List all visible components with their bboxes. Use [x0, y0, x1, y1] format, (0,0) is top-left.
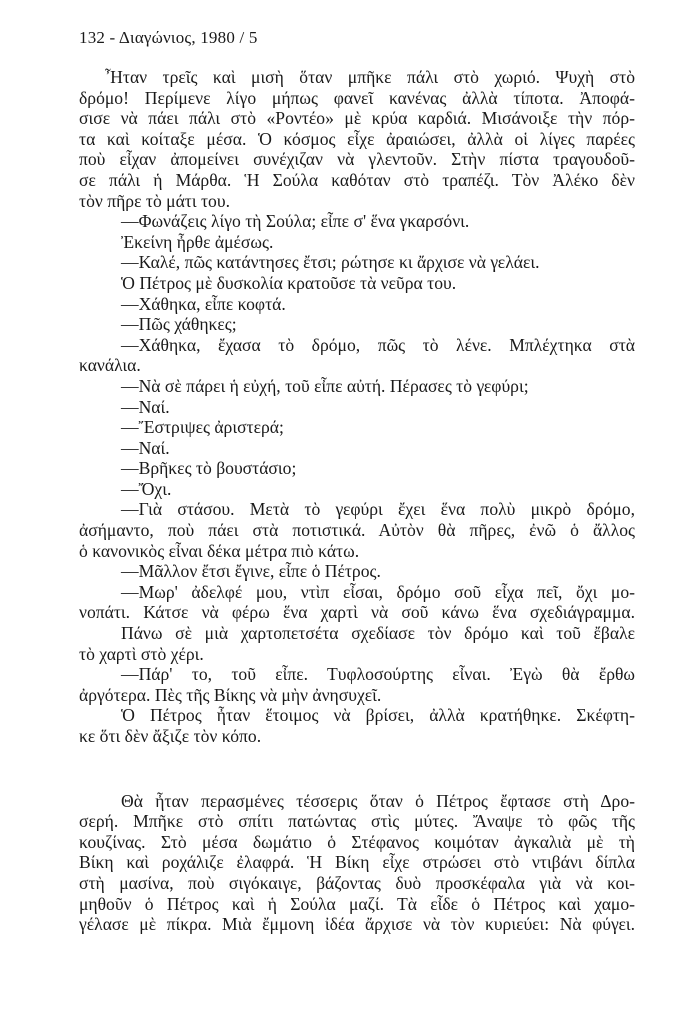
text-line: —Ναί. [121, 437, 170, 458]
text-line: Θὰ ἦταν περασμένες τέσσερις ὅταν ὁ Πέτρος ἔφτασε στὴ Δρο- [121, 790, 635, 811]
text-line: —Πάρ' το, τοῦ εἶπε. Τυφλοσούρτης εἶναι. Ἐγὼ θὰ ἔρθω [121, 664, 635, 685]
text-line: Ὁ Πέτρος ἦταν ἕτοιμος νὰ βρίσει, ἀλλὰ κρατήθηκε. Σκέφτη- [121, 705, 635, 726]
text-line: —Πῶς χάθηκες; [121, 314, 237, 335]
text-line: κουζίνας. Στὸ μέσα δωμάτιο ὁ Στέφανος κοιμόταν ἀγκαλιὰ μὲ τὴ [79, 831, 635, 852]
text-line: Βίκη καὶ ροχάλιζε ἐλαφρά. Ἡ Βίκη εἶχε στρώσει στὸ ντιβάνι δίπλα [79, 852, 635, 873]
text-line: —Ὄχι. [121, 478, 172, 499]
text-line: σε πάλι ἡ Μάρθα. Ἡ Σούλα καθόταν στὸ τραπέζι. Τὸν Ἀλέκο δὲν [79, 169, 635, 190]
text-line: Ἦταν τρεῖς καὶ μισὴ ὅταν μπῆκε πάλι στὸ χωριό. Ψυχὴ στὸ [105, 67, 635, 87]
text-line: μηθοῦν ὁ Πέτρος καὶ ἡ Σούλα μαζί. Τὰ εἶδε ὁ Πέτρος καὶ χαμο- [79, 893, 635, 914]
text-line: —Ναί. [121, 396, 170, 417]
text-line: —Φωνάζεις λίγο τὴ Σούλα; εἶπε σ' ἕνα γκαρσόνι. [121, 211, 470, 232]
body-text [79, 67, 635, 935]
text-line: —Νὰ σὲ πάρει ἡ εὐχή, τοῦ εἶπε αὐτή. Πέρασες τὸ γεφύρι; [121, 375, 529, 396]
text-line: τα καὶ κοίταξε μέσα. Ὁ κόσμος εἶχε ἀραιώσει, ἀλλὰ οἱ λίγες παρέες [79, 128, 635, 149]
text-line: —Καλέ, πῶς κατάντησες ἔτσι; ρώτησε κι ἄρχισε νὰ γελάει. [121, 252, 540, 273]
page-header: 132 - Διαγώνιος, 1980 / 5 [79, 28, 258, 47]
text-line: ἀργότερα. Πὲς τῆς Βίκης νὰ μὴν ἀνησυχεῖ. [79, 684, 382, 705]
text-line: τὸ χαρτὶ στὸ χέρι. [79, 643, 204, 664]
text-line: στὴ μασίνα, ποὺ σιγόκαιγε, βάζοντας δυὸ προσκέφαλα γιὰ νὰ κοι- [79, 872, 635, 893]
text-line: γέλασε μὲ πίκρα. Μιὰ ἔμμονη ἰδέα ἄρχισε νὰ τὸν κυριεύει: Νὰ φύγει. [79, 914, 635, 935]
text-line: Ἐκείνη ἦρθε ἀμέσως. [121, 231, 274, 252]
text-line: —Βρῆκες τὸ βουστάσιο; [121, 458, 297, 479]
text-line: ἀσήμαντο, ποὺ πάει στὰ ποτιστικά. Αὐτὸν θὰ πῆρες, ἐνῶ ὁ ἄλλος [79, 520, 635, 541]
text-line: Ὁ Πέτρος μὲ δυσκολία κρατοῦσε τὰ νεῦρα του. [121, 272, 457, 293]
text-line: τὸν πῆρε τὸ μάτι του. [79, 190, 230, 211]
text-line: —Μωρ' ἀδελφέ μου, ντὶπ εἶσαι, δρόμο σοῦ εἶχα πεῖ, ὄχι μο- [121, 581, 635, 602]
text-line: δρόμο! Περίμενε λίγο μήπως φανεῖ κανένας ἀλλὰ τίποτα. Ἀποφά- [79, 87, 635, 108]
text-line: —Γιὰ στάσου. Μετὰ τὸ γεφύρι ἔχει ἕνα πολὺ μικρὸ δρόμο, [121, 499, 635, 520]
text-line: —Χάθηκα, εἶπε κοφτά. [121, 293, 286, 314]
text-line: σισε νὰ πάει πάλι στὸ «Ροντέο» μὲ κρύα καρδιά. Μισάνοιξε τὴν πόρ- [79, 108, 635, 129]
section-break [79, 747, 635, 791]
text-line: Πάνω σὲ μιὰ χαρτοπετσέτα σχεδίασε τὸν δρόμο καὶ τοῦ ἔβαλε [121, 623, 635, 644]
text-line: —Μᾶλλον ἔτσι ἔγινε, εἶπε ὁ Πέτρος. [121, 561, 381, 582]
text-line: —Ἔστριψες ἀριστερά; [121, 417, 284, 438]
text-line: —Χάθηκα, ἔχασα τὸ δρόμο, πῶς τὸ λένε. Μπλέχτηκα στὰ [121, 334, 635, 355]
text-line: ποὺ εἶχαν ἀπομείνει συνέχιζαν νὰ γλεντοῦν. Στὴν πίστα τραγουδοῦ- [79, 149, 635, 170]
text-line: σερή. Μπῆκε στὸ σπίτι πατώντας στὶς μύτες. Ἄναψε τὸ φῶς τῆς [79, 811, 635, 832]
text-line: κε ὅτι δὲν ἄξιζε τὸν κόπο. [79, 726, 262, 746]
text-line: νοπάτι. Κάτσε νὰ φέρω ἕνα χαρτὶ νὰ σοῦ κάνω ἕνα σχεδιάγραμμα. [79, 602, 635, 623]
text-line: κανάλια. [79, 355, 141, 376]
text-line: ὁ κανονικὸς εἶναι δέκα μέτρα πιὸ κάτω. [79, 540, 360, 561]
